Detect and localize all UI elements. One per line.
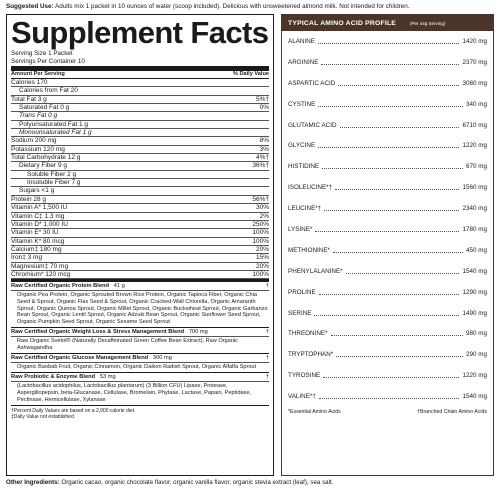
amino-amount: 1220 mg	[462, 372, 487, 380]
amino-row	[282, 135, 493, 156]
nutrient-label: Monounsaturated Fat 1 g	[19, 129, 92, 137]
amino-name: ASPARTIC ACID	[288, 79, 336, 87]
nutrient-label: Total Carbohydrate 12 g	[11, 154, 81, 162]
dot-leader	[340, 127, 460, 128]
nutrient-daily-value: 4%†	[255, 154, 269, 162]
amino-amount: 450 mg	[465, 246, 487, 254]
nutrient-label: Trans Fat 0 g	[19, 112, 58, 120]
nutrient-label: Calories 170	[11, 79, 48, 86]
nutrient-label: Potassium 120 mg	[11, 145, 65, 153]
footnote-daily-value: †Percent Daily Values are based on a 2,000 calorie diet.	[11, 407, 136, 414]
nutrient-daily-value: 100%	[252, 229, 269, 237]
dot-leader	[315, 231, 459, 232]
facts-row	[11, 246, 269, 254]
nutrient-daily-value	[239, 179, 269, 186]
facts-row	[11, 196, 269, 204]
blends-section	[11, 282, 269, 406]
amino-name: CYSTINE	[288, 100, 316, 108]
nutrient-label: Iron‡ 3 mg	[11, 254, 43, 262]
nutrient-daily-value: 2%	[259, 212, 269, 220]
amino-amount: 1540 mg	[462, 267, 487, 275]
amino-name: GLYCINE	[288, 142, 316, 150]
facts-row	[11, 96, 269, 104]
other-ingredients-text: Organic cacao, organic chocolate flavor, organic vanilla flavor, organic stevia extract (leaf), sea salt.	[61, 479, 334, 486]
blend-header	[11, 328, 269, 337]
footnote-not-established: ‡Daily Value not established.	[11, 413, 76, 420]
nutrient-daily-value	[239, 87, 269, 94]
amino-row	[282, 52, 493, 73]
nutrient-label: Vitamin E* 30 IU	[11, 229, 59, 237]
nutrient-daily-value: 3%	[259, 145, 269, 153]
nutrient-daily-value	[239, 129, 269, 136]
nutrient-daily-value: 15%	[255, 254, 269, 262]
dot-leader	[346, 273, 460, 274]
nutrient-daily-value: 20%	[255, 245, 269, 253]
blend-mark: †	[265, 329, 269, 336]
amino-amount: 1290 mg	[462, 288, 487, 296]
nutrient-label: Vitamin A* 1,500 IU	[11, 204, 68, 212]
facts-row	[11, 79, 269, 87]
dot-leader	[318, 43, 460, 44]
facts-rows	[11, 79, 269, 279]
dot-leader	[319, 294, 460, 295]
facts-row	[11, 162, 269, 170]
facts-row	[11, 121, 269, 129]
amino-footnotes	[282, 407, 493, 415]
amino-amount: 1420 mg	[462, 37, 487, 45]
blend-name: Raw Certified Organic Protein Blend	[11, 282, 109, 289]
dot-leader	[318, 147, 459, 148]
nutrient-daily-value: 30%	[255, 204, 269, 212]
facts-row	[11, 146, 269, 154]
amino-amount: 980 mg	[465, 330, 487, 338]
facts-row	[11, 263, 269, 271]
blend-title	[11, 373, 116, 381]
amino-name: PROLINE	[288, 288, 316, 296]
amino-amount: 6710 mg	[462, 121, 487, 129]
nutrient-label: Total Fat 3 g	[11, 95, 47, 103]
blend-title	[11, 282, 125, 290]
nutrient-label: Vitamin K* 80 mcg	[11, 237, 65, 245]
amino-row	[282, 303, 493, 324]
blend-name: Raw Certified Organic Weight Loss & Stress Management Blend	[11, 329, 185, 336]
amino-name: THREONINE*	[288, 330, 328, 338]
nutrient-daily-value: 56%†	[252, 195, 269, 203]
nutrient-daily-value: 36%†	[252, 162, 269, 170]
blend-amount: 300 mg	[152, 355, 172, 362]
blend-mark: †	[265, 374, 269, 380]
amino-name: ARGININE	[288, 58, 319, 66]
nutrient-daily-value: 100%	[252, 237, 269, 245]
blend-ingredients: Raw Organic Svetol® (Naturally Decaffeinated Green Coffee Bean Extract), Raw Organic Ashwagandha	[11, 337, 269, 354]
amino-amount: 340 mg	[465, 100, 487, 108]
nutrient-label: Insoluble Fiber 7 g	[27, 179, 81, 187]
nutrient-daily-value: 250%	[252, 220, 269, 228]
nutrient-daily-value: 5%†	[255, 95, 269, 103]
dot-leader	[333, 252, 463, 253]
dot-leader	[335, 189, 459, 190]
nutrient-daily-value: 0%	[259, 104, 269, 112]
amino-name: GLUTAMIC ACID	[288, 121, 337, 129]
blend-ingredients: (Lactobacillus acidophilus, Lactobacillus plantarum) (3 Billion CFU) Lipase, Protease, Aspergillopepsin, beta-Glucanase, Cellulase, Bromelain, Phytase, Lactase, Papain, Peptidase, Pectinase, Hemicellulase, Xylanase	[11, 382, 269, 406]
amino-row	[282, 73, 493, 94]
dot-leader	[324, 210, 459, 211]
dot-leader	[323, 377, 459, 378]
nutrient-label: Saturated Fat 0 g	[19, 104, 70, 112]
amino-amount: 1560 mg	[462, 184, 487, 192]
facts-row	[11, 154, 269, 162]
nutrient-label: Calcium‡ 180 mg	[11, 245, 62, 253]
amino-amount: 1780 mg	[462, 225, 487, 233]
servings-per-container: Servings Per Container 10	[11, 57, 85, 65]
amino-amount: 2340 mg	[462, 205, 487, 213]
amino-header	[282, 15, 493, 31]
amino-amount: 2370 mg	[462, 58, 487, 66]
facts-row	[11, 137, 269, 145]
amino-amount: 1490 mg	[462, 309, 487, 317]
facts-row	[11, 204, 269, 212]
amino-name: PHENYLALANINE*	[288, 267, 343, 275]
nutrient-daily-value: 20%	[255, 262, 269, 270]
facts-row	[11, 229, 269, 237]
other-ingredients-label: Other Ingredients:	[6, 479, 60, 486]
blend-amount: 700 mg	[188, 329, 208, 336]
facts-row	[11, 254, 269, 262]
amino-row	[282, 94, 493, 115]
nutrient-label: Sugars <1 g	[19, 187, 55, 195]
dot-leader	[336, 356, 463, 357]
amino-row	[282, 198, 493, 219]
amino-name: LEUCINE*†	[288, 205, 322, 213]
dot-leader	[319, 398, 460, 399]
facts-row	[11, 221, 269, 229]
amino-name: ISOLEUCINE*†	[288, 184, 333, 192]
amino-title: TYPICAL AMINO ACID PROFILE	[288, 19, 397, 27]
amino-name: HISTIDINE	[288, 163, 320, 171]
blend-ingredients: Organic Baobab Fruit, Organic Cinnamon, Organic Daikon Radish Sprout, Organic Alfalfa Sprout	[11, 363, 269, 373]
nutrient-daily-value	[239, 112, 269, 119]
serving-size: Serving Size 1 Packet	[11, 50, 73, 57]
nutrient-daily-value: 100%	[252, 270, 269, 278]
blend-amount: 53 mg	[99, 374, 116, 380]
amount-per-serving-label: Amount Per Serving	[11, 71, 65, 77]
essential-amino-note: *Essential Amino Acids	[288, 409, 341, 416]
amino-amount: 1220 mg	[462, 142, 487, 150]
amino-row	[282, 365, 493, 386]
amino-name: TYROSINE	[288, 372, 321, 380]
nutrient-daily-value	[239, 121, 269, 128]
suggested-use	[6, 3, 494, 11]
facts-header	[11, 71, 269, 79]
amino-row	[282, 240, 493, 261]
suggested-use-text: Adults mix 1 packet in 10 ounces of water (scoop included). Delicious with unsweetened almond milk. Not intended for children.	[55, 3, 410, 10]
amino-row	[282, 282, 493, 303]
blend-header	[11, 373, 269, 382]
amino-name: ALANINE	[288, 37, 315, 45]
blend-header	[11, 282, 269, 291]
amino-amount: 670 mg	[465, 163, 487, 171]
facts-row	[11, 171, 269, 179]
facts-row	[11, 104, 269, 112]
amino-row	[282, 386, 493, 407]
amino-name: SERINE	[288, 309, 312, 317]
dot-leader	[318, 106, 463, 107]
amino-name: TRYPTOPHAN*	[288, 351, 334, 359]
nutrient-daily-value	[239, 79, 269, 86]
nutrient-label: Vitamin C‡ 1.3 mg	[11, 212, 65, 220]
dot-leader	[331, 335, 463, 336]
facts-row	[11, 187, 269, 195]
amino-row	[282, 177, 493, 198]
facts-row	[11, 271, 269, 279]
facts-row	[11, 129, 269, 137]
facts-row	[11, 213, 269, 221]
blend-title	[11, 328, 208, 336]
nutrient-label: Dietary Fiber 9 g	[19, 162, 68, 170]
blend-name: Raw Certified Organic Glucose Management Blend	[11, 355, 149, 362]
amino-row	[282, 261, 493, 282]
blend-amount: 41 g	[113, 282, 125, 289]
nutrient-label: Chromium* 120 mcg	[11, 270, 71, 278]
amino-amount: 3080 mg	[462, 79, 487, 87]
dot-leader	[321, 64, 459, 65]
suggested-use-label: Suggested Use:	[6, 3, 54, 10]
blend-header	[11, 354, 269, 363]
other-ingredients	[6, 479, 494, 487]
nutrient-label: Protein 28 g	[11, 195, 47, 203]
blend-title	[11, 354, 172, 362]
facts-row	[11, 87, 269, 95]
branched-chain-note: †Branched Chain Amino Acids	[417, 409, 487, 416]
facts-row	[11, 112, 269, 120]
amino-name: METHIONINE*	[288, 246, 330, 254]
amino-name: LYSINE*	[288, 225, 313, 233]
amino-row	[282, 156, 493, 177]
dot-leader	[338, 85, 459, 86]
amino-rows	[282, 31, 493, 407]
nutrient-label: Vitamin D* 1,000 IU	[11, 220, 68, 228]
nutrient-daily-value	[239, 187, 269, 194]
amino-subtitle: (Per 44g Serving)	[410, 20, 446, 26]
supplement-facts-title: Supplement Facts	[11, 15, 269, 50]
amino-row	[282, 115, 493, 136]
nutrient-label: Sodium 200 mg	[11, 137, 57, 145]
dot-leader	[314, 315, 459, 316]
blend-mark: †	[265, 282, 269, 289]
amino-name: VALINE*†	[288, 393, 316, 401]
amino-row	[282, 219, 493, 240]
amino-row	[282, 344, 493, 365]
blend-ingredients: Organic Pea Protein, Organic Sprouted Brown Rice Protein, Organic Tapioca Fiber, Organic Chia Seed & Sprout, Organic Flax Seed & Sprout, Organic Cracked-Wall Chlorella, Organic Amaranth Sprout, Organic Quinoa Sprout, Organic Millet Sprout, Organic Buckwheat Sprout, Organic Garbanzo Bean Sprout, Organic Lentil Sprout, Organic Adzuki Bean Sprout, Organic Sunflower Seed Sprout, Organic Pumpkin Seed Sprout, Organic Sesame Seed Sprout	[11, 291, 269, 329]
amino-amount: 1540 mg	[462, 393, 487, 401]
blend-mark: †	[265, 355, 269, 362]
nutrient-label: Magnesium‡ 70 mg	[11, 262, 69, 270]
dot-leader	[322, 168, 463, 169]
facts-row	[11, 179, 269, 187]
nutrient-label: Calories from Fat 20	[19, 87, 78, 95]
footnotes	[11, 406, 269, 420]
blend-name: Raw Probiotic & Enzyme Blend	[11, 374, 96, 380]
amino-row	[282, 323, 493, 344]
amino-row	[282, 31, 493, 52]
supplement-facts-panel	[6, 14, 274, 476]
nutrient-label: Polyunsaturated Fat 1 g	[19, 120, 89, 128]
amino-amount: 290 mg	[465, 351, 487, 359]
facts-row	[11, 238, 269, 246]
daily-value-label: % Daily Value	[232, 71, 269, 77]
nutrient-daily-value: 8%	[259, 137, 269, 145]
nutrient-daily-value	[239, 171, 269, 178]
amino-acid-profile-panel	[281, 14, 494, 476]
nutrient-label: Soluble Fiber 2 g	[27, 170, 77, 178]
